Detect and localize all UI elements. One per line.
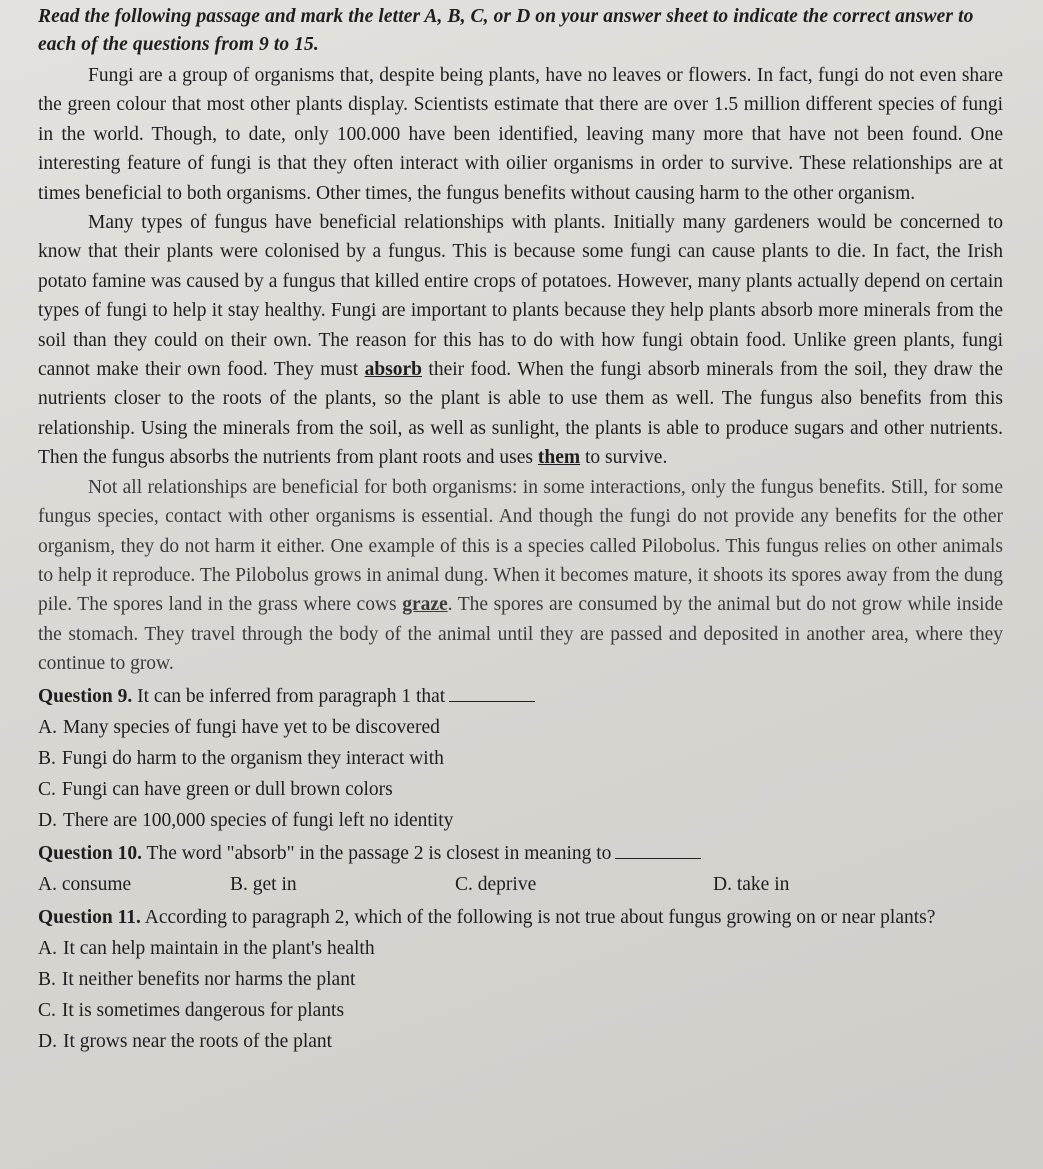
reading-passage <box>38 61 1003 679</box>
option-text: deprive <box>477 873 537 895</box>
option-b[interactable] <box>38 964 1003 995</box>
option-d[interactable] <box>713 869 913 900</box>
question-9-text: It can be inferred from paragraph 1 that <box>132 685 446 707</box>
option-letter: C. <box>38 999 56 1021</box>
option-letter: B. <box>38 747 56 769</box>
question-10-stem <box>38 838 1003 869</box>
question-11 <box>38 902 1003 1057</box>
option-a[interactable] <box>38 933 1003 964</box>
option-letter: B. <box>230 873 248 895</box>
highlighted-word-absorb: absorb <box>364 359 422 381</box>
question-11-number: Question 11. <box>38 906 141 928</box>
option-a[interactable] <box>38 712 1003 743</box>
option-letter: D. <box>38 1030 57 1052</box>
question-9-number: Question 9. <box>38 685 133 707</box>
option-letter: A. <box>38 873 57 895</box>
option-b[interactable] <box>230 869 455 900</box>
option-text: Fungi can have green or dull brown colors <box>61 778 393 800</box>
highlighted-word-them: them <box>537 447 581 469</box>
question-11-text: According to paragraph 2, which of the following is not true about fungus growing on or near plants? <box>140 906 936 928</box>
option-text: Fungi do harm to the organism they interact with <box>61 747 444 769</box>
question-10-number: Question 10. <box>38 842 143 864</box>
option-letter: A. <box>38 937 57 959</box>
paragraph-2-text-b: their food. When the fungi absorb minerals from the soil, they draw the nutrients closer to the roots of the plants, so the plant is able to use them as well. The fungus also benefits from this relationship. Using the minerals from the soil, as well as sunlight, the plants is able to produce sugars and other nutrients. Then the fungus absorbs the nutrients from plant roots and uses <box>38 359 1003 469</box>
option-letter: D. <box>38 809 57 831</box>
option-text: There are 100,000 species of fungi left no identity <box>62 809 454 831</box>
option-letter: C. <box>455 873 473 895</box>
option-text: take in <box>736 873 790 895</box>
answer-blank <box>449 684 535 702</box>
option-a[interactable] <box>38 869 230 900</box>
question-10-text: The word "absorb" in the passage 2 is closest in meaning to <box>142 842 612 864</box>
option-c[interactable] <box>38 774 1003 805</box>
question-10 <box>38 838 1003 900</box>
option-letter: D. <box>713 873 732 895</box>
option-text: consume <box>61 873 132 895</box>
question-9-stem <box>38 681 1003 712</box>
option-text: It grows near the roots of the plant <box>62 1030 333 1052</box>
instruction-text: Read the following passage and mark the letter A, B, C, or D on your answer sheet to indicate the correct answer to each of the questions from 9 to 15. <box>38 6 974 55</box>
option-text: get in <box>252 873 297 895</box>
paragraph-2-text-a: Many types of fungus have beneficial relationships with plants. Initially many gardeners would be concerned to know that their plants were colonised by a fungus. This is because some fungi can cause plants to die. In fact, the Irish potato famine was caused by a fungus that killed entire crops of potatoes. However, many plants actually depend on certain types of fungi to help it stay healthy. Fungi are important to plants because they help plants absorb more minerals from the soil than they could on their own. The reason for this has to do with how fungi obtain food. Unlike green plants, fungi cannot make their own food. They must <box>38 212 1003 381</box>
question-10-options <box>38 869 1003 900</box>
answer-blank <box>615 841 701 859</box>
option-b[interactable] <box>38 743 1003 774</box>
option-letter: C. <box>38 778 56 800</box>
paragraph-2-text-c: to survive. <box>580 447 668 469</box>
paragraph-3-text-a: Not all relationships are beneficial for both organisms: in some interactions, only the fungus benefits. Still, for some fungus species, contact with other organisms is essential. And though the fungi do not provide any benefits for the other organism, they do not harm it either. One example of this is a species called Pilobolus. This fungus relies on other animals to help it reproduce. The Pilobolus grows in animal dung. When it becomes mature, it shoots its spores away from the dung pile. The spores land in the grass where cows <box>38 476 1003 616</box>
option-c[interactable] <box>455 869 713 900</box>
highlighted-word-graze: graze <box>402 594 448 616</box>
option-text: It is sometimes dangerous for plants <box>61 999 345 1021</box>
paragraph-1-text: Fungi are a group of organisms that, despite being plants, have no leaves or flowers. In fact, fungi do not even share the green colour that most other plants display. Scientists estimate that there are over 1.5 million different species of fungi in the world. Though, to date, only 100.000 have been identified, leaving many more that have not been found. One interesting feature of fungi is that they often interact with oilier organisms in order to survive. These relationships are at times beneficial to both organisms. Other times, the fungus benefits without causing harm to the other organism. <box>38 65 1003 204</box>
passage-paragraph-3 <box>38 473 1003 679</box>
option-c[interactable] <box>38 995 1003 1026</box>
passage-paragraph-2 <box>38 208 1003 473</box>
question-9 <box>38 681 1003 836</box>
option-text: It can help maintain in the plant's health <box>62 937 375 959</box>
option-d[interactable] <box>38 805 1003 836</box>
option-d[interactable] <box>38 1026 1003 1057</box>
option-text: It neither benefits nor harms the plant <box>61 968 356 990</box>
option-text: Many species of fungi have yet to be discovered <box>62 716 440 738</box>
question-11-stem <box>38 902 1003 933</box>
passage-paragraph-1 <box>38 61 1003 208</box>
option-letter: B. <box>38 968 56 990</box>
option-letter: A. <box>38 716 57 738</box>
paragraph-3-text-b: . The spores are consumed by the animal but do not grow while inside the stomach. They travel through the body of the animal until they are passed and deposited in another area, where they continue to grow. <box>38 594 1003 675</box>
